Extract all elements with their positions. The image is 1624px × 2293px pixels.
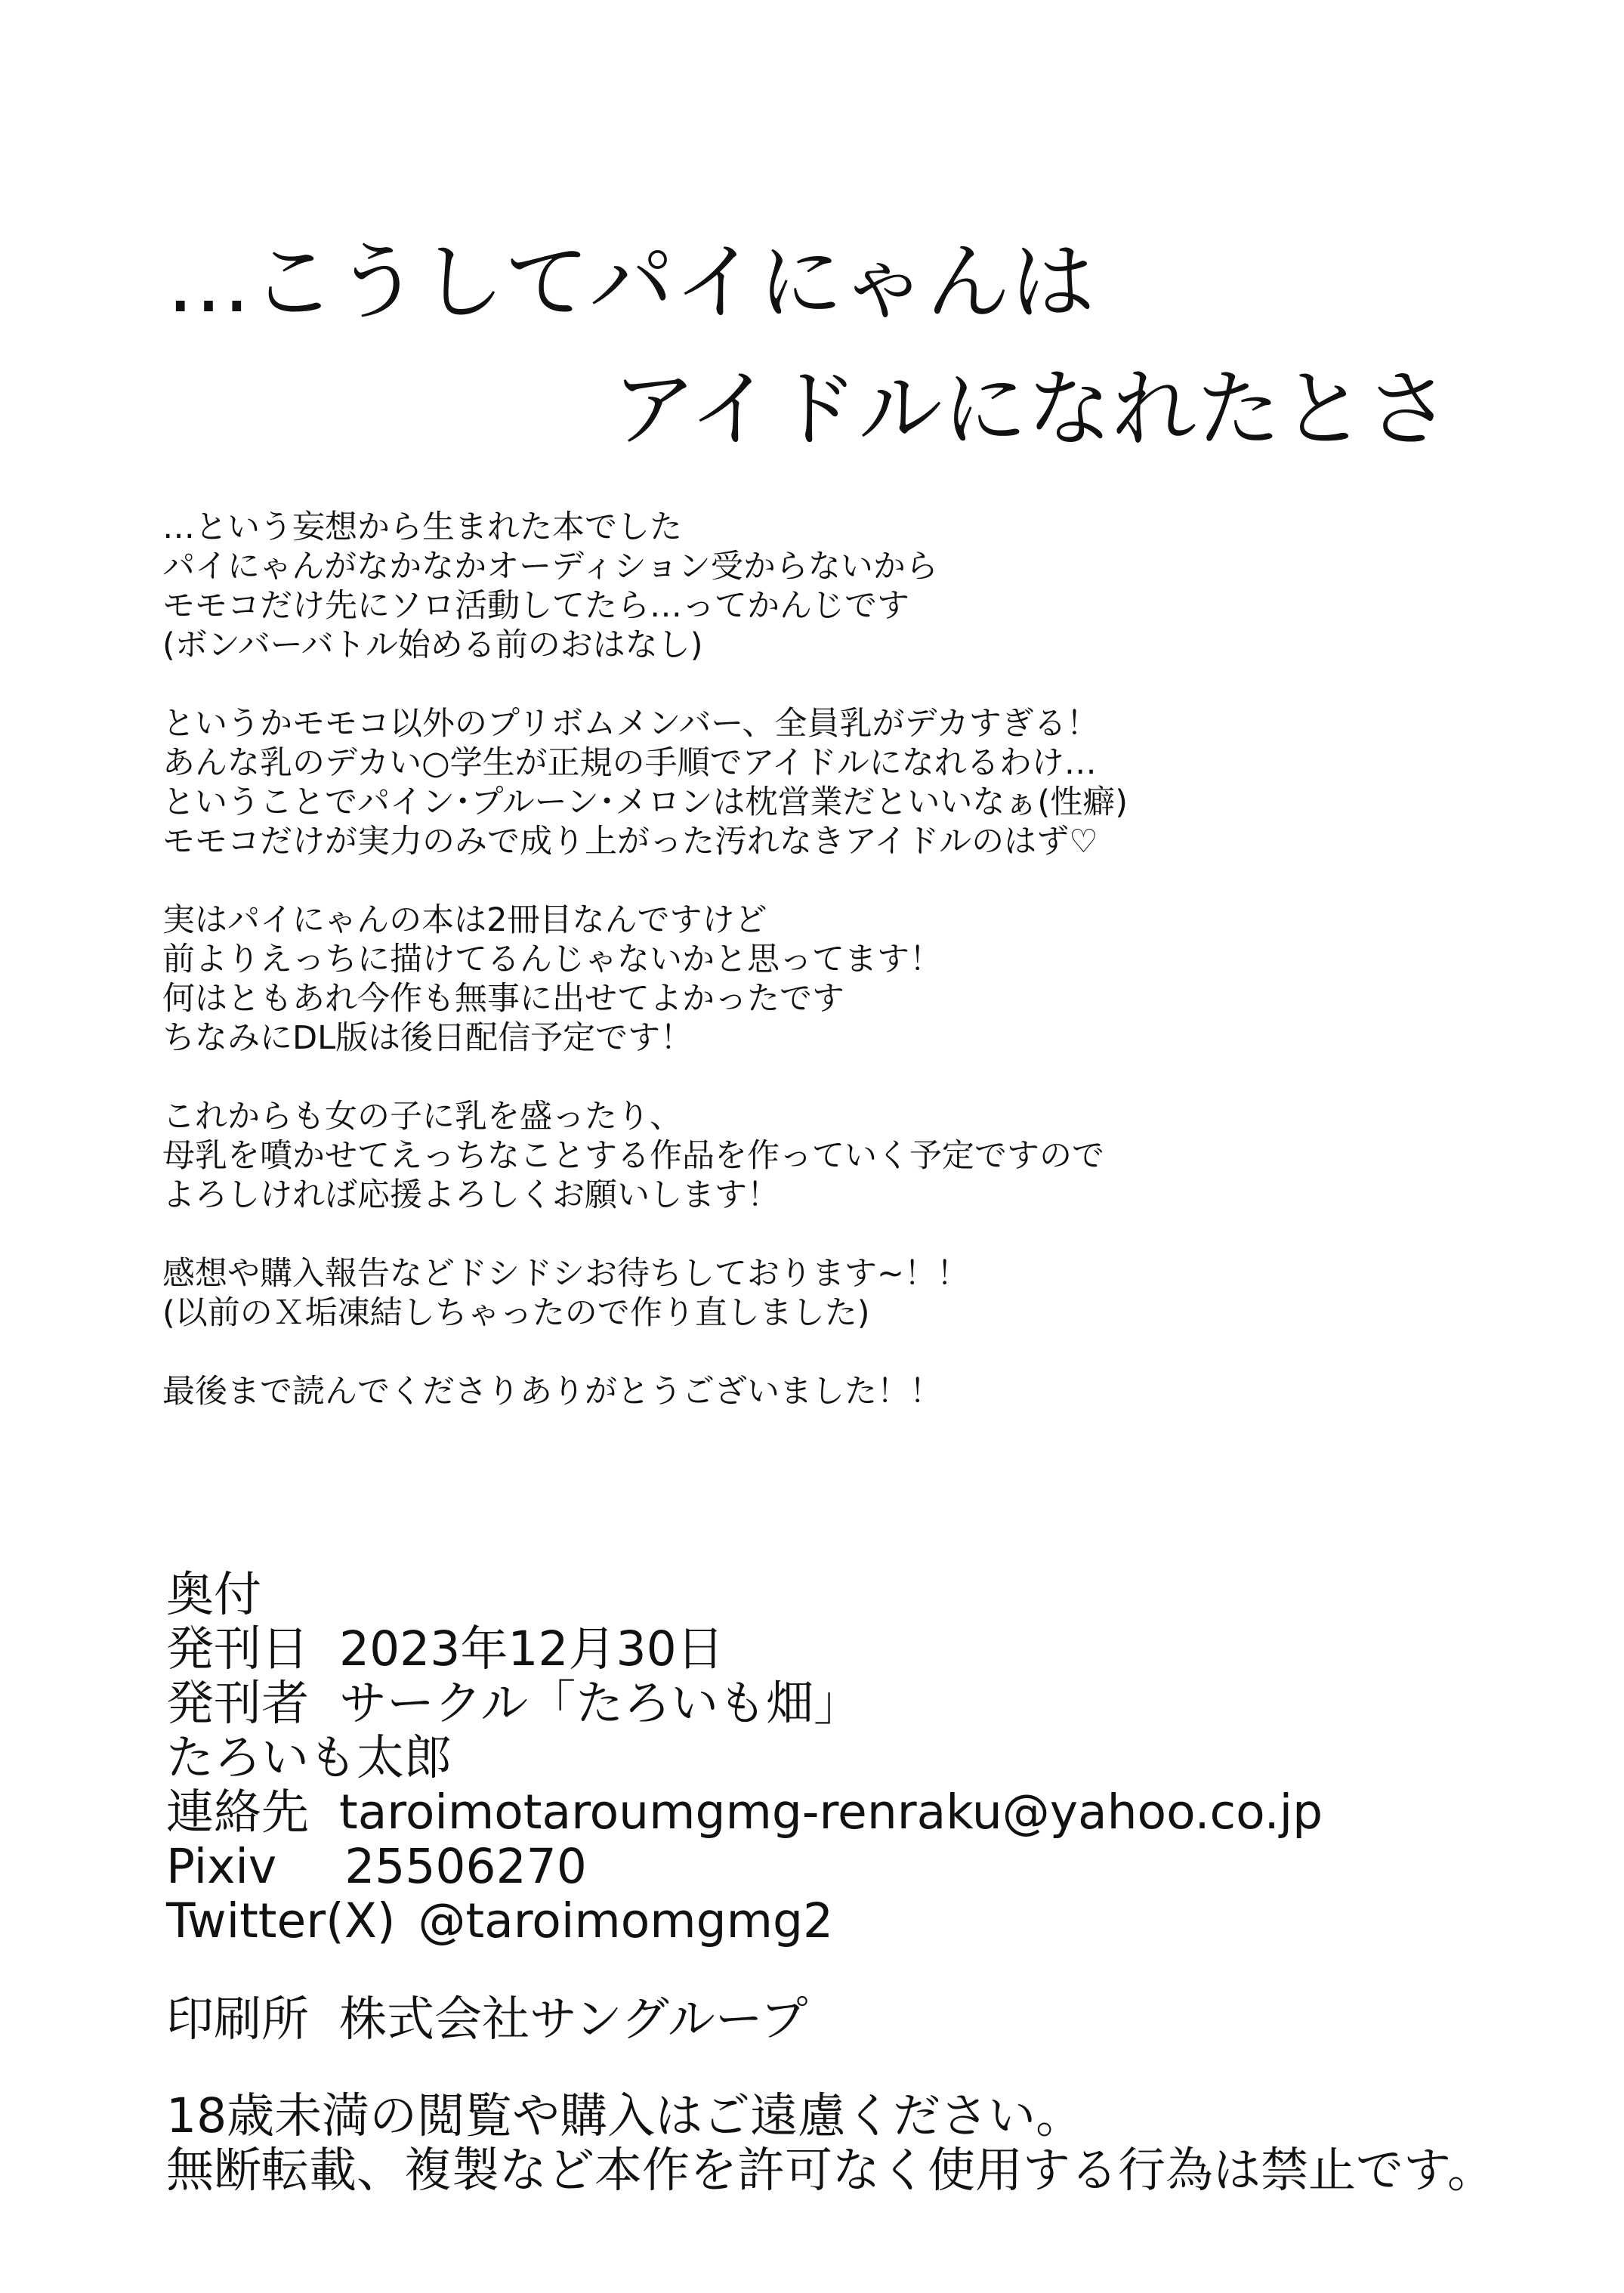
text-line: 前よりえっちに描けてるんじゃないかと思ってます！ bbox=[162, 941, 942, 978]
printer-value: 株式会社サングループ bbox=[339, 1992, 808, 2047]
twitter-handle: @taroimomgmg2 bbox=[418, 1893, 834, 1948]
text-line: 感想や購入報告などドシドシお待ちしております~！！ bbox=[162, 1255, 970, 1293]
printer-label: 印刷所 bbox=[166, 1992, 309, 2047]
afterword-paragraph-1 bbox=[162, 508, 1522, 665]
text-line: パイにゃんがなかなかオーディション受からないから bbox=[162, 548, 938, 586]
text-line: あんな乳のデカい○学生が正規の手順でアイドルになれるわけ… bbox=[162, 744, 1097, 782]
text-line: 最後まで読んでくださりありがとうございました！！ bbox=[162, 1373, 942, 1411]
text-line: (以前のＸ垢凍結しちゃったので作り直しました) bbox=[162, 1294, 870, 1332]
date-label: 発刊日 bbox=[166, 1621, 309, 1676]
colophon-contact-row bbox=[166, 1785, 1571, 1840]
publisher-value: サークル「たろいも畑」 bbox=[339, 1676, 862, 1731]
afterword-paragraph-6 bbox=[162, 1372, 1522, 1411]
afterword-paragraph-5 bbox=[162, 1254, 1522, 1333]
pixiv-id: 25506270 bbox=[344, 1839, 587, 1894]
text-line: (ボンバーバトル始める前のおはなし) bbox=[162, 626, 703, 664]
afterword-paragraph-3 bbox=[162, 901, 1522, 1058]
afterword-body bbox=[162, 508, 1522, 1451]
title-line-1: …こうしてパイにゃんは bbox=[166, 233, 1095, 332]
text-line: これからも女の子に乳を盛ったり、 bbox=[162, 1098, 682, 1136]
colophon-pixiv-row bbox=[166, 1840, 1571, 1894]
publisher-label: 発刊者 bbox=[166, 1676, 309, 1731]
twitter-label: Twitter(X) bbox=[166, 1893, 396, 1948]
title-line-2: アイドルになれたとさ bbox=[612, 360, 1450, 459]
afterword-paragraph-2 bbox=[162, 704, 1522, 861]
text-line: よろしければ応援よろしくお願いします！ bbox=[162, 1176, 780, 1214]
text-line: モモコだけ先にソロ活動してたら…ってかんじです bbox=[162, 587, 909, 625]
colophon bbox=[166, 1568, 1571, 2198]
contact-label: 連絡先 bbox=[166, 1785, 309, 1840]
text-line: 実はパイにゃんの本は2冊目なんですけど bbox=[162, 901, 767, 939]
text-line: 母乳を噴かせてえっちなことする作品を作っていく予定ですので bbox=[162, 1137, 1104, 1175]
colophon-date-row bbox=[166, 1622, 1571, 1676]
text-line: …という妄想から生まれた本でした bbox=[162, 508, 682, 546]
text-line: 何はともあれ今作も無事に出せてよかったです bbox=[162, 980, 844, 1018]
afterword-paragraph-4 bbox=[162, 1097, 1522, 1215]
colophon-heading: 奥付 bbox=[166, 1567, 261, 1622]
copyright-notice: 無断転載、複製など本作を許可なく使用する行為は禁止です。 bbox=[166, 2143, 1495, 2198]
colophon-printer-row bbox=[166, 1992, 1571, 2047]
text-line: ちなみにDL版は後日配信予定です！ bbox=[162, 1019, 693, 1057]
colophon-publisher-row bbox=[166, 1676, 1571, 1731]
age-notice: 18歳未満の閲覧や購入はご遠慮ください。 bbox=[166, 2088, 1084, 2143]
page-title bbox=[166, 219, 1526, 473]
author-name: たろいも太郎 bbox=[166, 1730, 452, 1785]
text-line: ということでパイン･プルーン･メロンは枕営業だといいなぁ(性癖) bbox=[162, 783, 1128, 821]
contact-email: taroimotaroumgmg-renraku@yahoo.co.jp bbox=[339, 1785, 1323, 1840]
pixiv-label: Pixiv bbox=[166, 1839, 277, 1894]
date-value: 2023年12月30日 bbox=[339, 1621, 724, 1676]
colophon-twitter-row bbox=[166, 1894, 1571, 1948]
text-line: モモコだけが実力のみで成り上がった汚れなきアイドルのはず♡ bbox=[162, 823, 1098, 861]
text-line: というかモモコ以外のプリボムメンバー、全員乳がデカすぎる！ bbox=[162, 705, 1099, 743]
